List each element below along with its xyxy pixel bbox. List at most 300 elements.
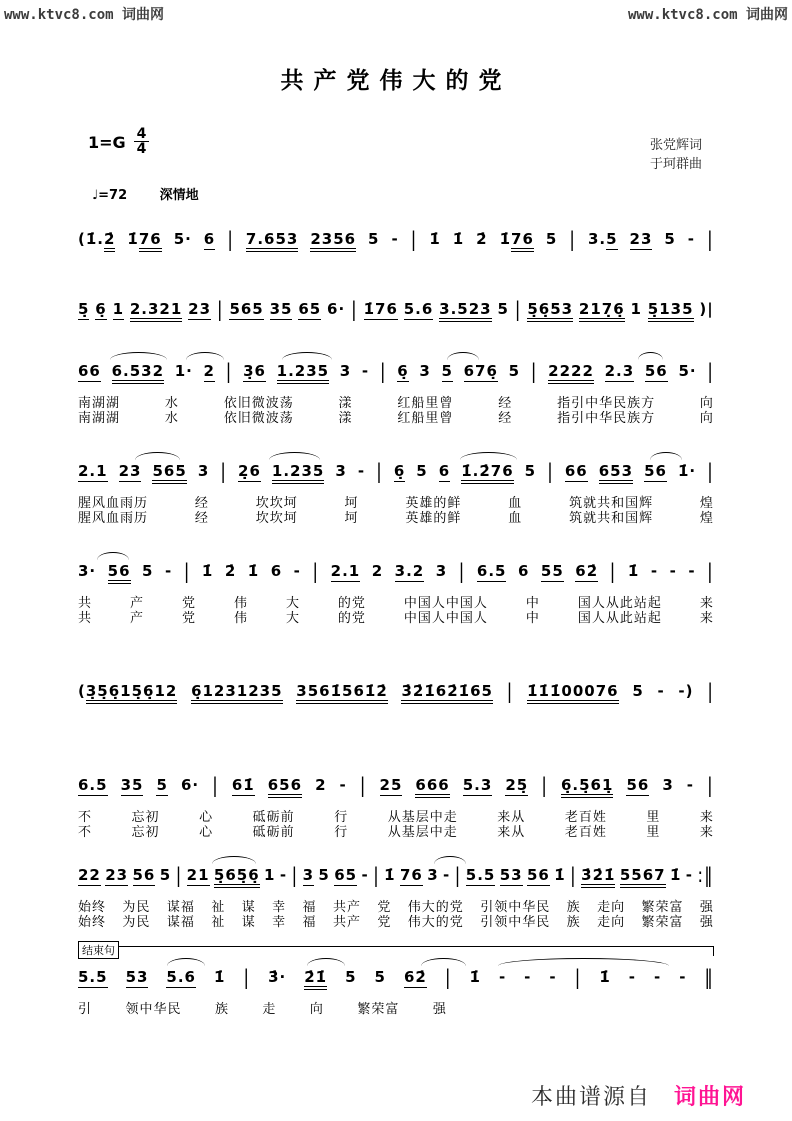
note-token: 3.523 [439, 300, 491, 322]
lyric-word: 引领中华民 [480, 900, 551, 915]
note-token: 6̣.5̣61̣ [561, 776, 613, 798]
note-token: 23 [118, 462, 142, 480]
lyric-word: 为民 [122, 915, 151, 930]
note-token: - [293, 562, 301, 580]
lyric-word: 引领中华民 [480, 915, 551, 930]
notes-row [78, 559, 714, 584]
lyric-word: 里 [646, 825, 661, 840]
note-token: 1 [112, 300, 124, 318]
notes-row [78, 359, 714, 384]
note-token: 6· [180, 776, 200, 794]
key-tonic: 1=G [88, 133, 126, 152]
note-token: 62̇ [403, 968, 427, 986]
lyric-word: 里 [646, 810, 661, 825]
footer-site-link[interactable]: 词曲网 [673, 1085, 746, 1110]
lyric-word: 坷 [344, 496, 359, 511]
barline: | [707, 679, 714, 704]
note-token: 5̣65̣6̣ [214, 866, 260, 888]
barline: | [514, 297, 522, 322]
lyric-word: 忘初 [131, 810, 160, 825]
note-token: - [391, 230, 399, 248]
note-token: 3̇2̇1̇62̇1̇65 [401, 682, 493, 704]
note-token: 1 [264, 866, 276, 884]
notes-row [78, 297, 714, 322]
note-token: 5 [345, 968, 357, 986]
note-token: 6.532 [112, 362, 164, 384]
lyric-word: 砥砺前 [252, 810, 295, 825]
lyric-word: 中 [525, 596, 540, 611]
lyric-word: 繁荣富 [641, 900, 684, 915]
lyric-word: 坎坎坷 [255, 496, 298, 511]
lyric-word: 祉 [211, 900, 226, 915]
note-token: 1̇ [452, 230, 465, 248]
lyric-word: 走向 [597, 915, 626, 930]
lyric-word: 从基层中走 [387, 810, 458, 825]
barline: | [183, 559, 191, 584]
note-token: 1 [630, 300, 642, 318]
lyrics-row-1 [78, 998, 447, 1017]
lyric-word: 走 [262, 1002, 277, 1017]
lyric-word: 引 [78, 1002, 93, 1017]
ending-label: 结束句 [78, 941, 119, 959]
note-token: 6̣ [393, 462, 406, 480]
music-system-5 [78, 559, 714, 626]
lyric-word: 红船里曾 [397, 411, 454, 426]
note-token: 5 [545, 230, 558, 248]
lyric-word: 指引中华民族方 [557, 396, 656, 411]
note-token: 2̇ [224, 562, 237, 580]
note-token: 2.321 [130, 300, 182, 322]
lyric-word: 老百姓 [564, 810, 607, 825]
lyric-word: 幸 [272, 915, 287, 930]
note-token: )| [699, 300, 714, 318]
lyric-word: 中国人中国人 [403, 611, 488, 626]
barline: | [243, 965, 251, 990]
note-token: 5̣135 [648, 300, 694, 322]
note-token: - [361, 866, 369, 884]
barline: | [379, 359, 387, 384]
note-token: 23 [188, 300, 212, 318]
note-token: 5.6 [403, 300, 434, 318]
time-signature [134, 128, 150, 155]
note-token: 1̇1̇1̇00076 [527, 682, 619, 704]
notes-row [78, 944, 714, 990]
note-token: 2356 [310, 230, 356, 252]
note-token: - [688, 562, 696, 580]
note-token: 1̇ [599, 968, 611, 986]
note-token: 5 [416, 462, 428, 480]
barline: | [212, 773, 219, 798]
key-signature [88, 126, 149, 157]
note-token: 5· [173, 230, 192, 248]
lyric-word: 伟大的党 [407, 900, 464, 915]
barline: | [707, 773, 714, 798]
lyric-word: 的党 [337, 596, 366, 611]
lyric-word: 的党 [337, 611, 366, 626]
note-token: 3̇2̇1̇ [581, 866, 615, 888]
barline: | [373, 863, 380, 888]
note-token: 65 [334, 866, 358, 884]
note-token: 1̇ [554, 866, 566, 884]
slur-arc [110, 352, 167, 360]
note-token: 23 [629, 230, 653, 248]
lyrics-row-2 [78, 607, 714, 626]
barline: | [569, 227, 576, 252]
lyric-word: 谋福 [166, 915, 195, 930]
note-token: 5.6 [166, 968, 196, 986]
note-token: 56 [108, 562, 131, 584]
lyric-word: 水 [164, 411, 179, 426]
slur-arc [282, 352, 333, 360]
note-token: - [357, 462, 366, 480]
note-token: - [687, 230, 695, 248]
slur-arc [307, 958, 345, 966]
barline: | [541, 773, 548, 798]
lyric-word: 指引中华民族方 [557, 411, 656, 426]
lyric-word: 红船里曾 [397, 396, 454, 411]
site-url-left[interactable]: www.ktvc8.com 词曲网 [4, 7, 165, 23]
note-token: 2 [315, 776, 327, 794]
slur-arc [460, 452, 517, 460]
lyric-word: 来 [699, 611, 714, 626]
note-token: 56 [644, 362, 668, 380]
barline: | [220, 459, 227, 484]
site-url-right[interactable]: www.ktvc8.com 词曲网 [627, 7, 788, 23]
note-token: 65 [298, 300, 322, 318]
note-token: - [498, 968, 507, 986]
note-token: 5 [142, 562, 154, 580]
music-system-1 [78, 227, 714, 252]
note-token: 3 [335, 462, 347, 480]
note-token: 66 [78, 362, 101, 380]
lyric-word: 血 [508, 496, 523, 511]
barline: | [574, 965, 582, 990]
note-token: 1̇ [247, 562, 260, 580]
lyric-word: 中国人中国人 [403, 596, 488, 611]
barline: | [706, 227, 714, 252]
barline: | [444, 965, 452, 990]
lyric-word: 不 [78, 810, 93, 825]
slur-arc [269, 452, 320, 460]
note-token: 56 [132, 866, 156, 884]
note-token: 217̣6̣ [579, 300, 625, 322]
lyrics-row-2 [78, 407, 714, 426]
note-token: 5.5 [78, 968, 108, 986]
lyric-word: 党 [181, 611, 196, 626]
lyric-word: 漾 [338, 411, 353, 426]
lyric-word: 南湖湖 [78, 396, 121, 411]
note-token: - [279, 866, 288, 884]
credits [650, 136, 702, 174]
slur-arc [212, 856, 257, 864]
music-system-6 [78, 679, 714, 704]
note-token: - [686, 776, 695, 794]
note-token: 565 [152, 462, 186, 484]
lyric-word: 强 [432, 1002, 447, 1017]
note-token: 53 [499, 866, 523, 884]
note-token: 61̇ [231, 776, 255, 794]
lyric-word: 福 [302, 915, 317, 930]
lyric-word: 筑就共和国辉 [569, 496, 654, 511]
barline: | [547, 459, 554, 484]
slur-arc [650, 452, 682, 460]
note-token: - [657, 682, 665, 700]
lyric-word: 经 [498, 396, 513, 411]
barline: | [376, 459, 383, 484]
note-token: 1̇.2̇76 [461, 462, 513, 484]
lyric-word: 谋 [241, 915, 256, 930]
lyric-word: 依旧微波荡 [223, 411, 294, 426]
music-system-4 [78, 459, 714, 526]
lyric-word: 筑就共和国辉 [569, 511, 654, 526]
note-token: 2.1 [78, 462, 108, 480]
note-token: 2̣6 [238, 462, 261, 480]
lyric-word: 幸 [272, 900, 287, 915]
note-token: (3̣5̣6̣15̣6̣12 [78, 682, 177, 704]
lyric-word: 腥风血雨历 [78, 496, 149, 511]
lyrics-row-2 [78, 507, 714, 526]
lyric-word: 砥砺前 [252, 825, 295, 840]
note-token: 5 [441, 362, 453, 380]
lyric-word: 行 [334, 825, 349, 840]
note-token: - [443, 866, 451, 884]
note-token: 6 [438, 462, 451, 480]
lyrics-row-2 [78, 821, 714, 840]
barline: | [707, 559, 714, 584]
note-token: 5 [632, 682, 644, 700]
note-token: 1̇76 [500, 230, 534, 252]
note-token: - [628, 968, 636, 986]
lyric-word: 国人从此站起 [577, 611, 662, 626]
lyric-word: 水 [164, 396, 179, 411]
lyric-word: 来从 [497, 825, 526, 840]
barline: | [216, 297, 224, 322]
song-title: 共产党伟大的党 [280, 68, 512, 94]
note-token: 6̣ [95, 300, 107, 318]
lyric-word: 英雄的鲜 [405, 496, 462, 511]
slur-arc [421, 958, 466, 966]
lyric-word: 腥风血雨历 [78, 511, 149, 526]
note-token: 23 [105, 866, 129, 884]
lyric-word: 族 [566, 915, 581, 930]
lyricist-credit: 张党辉词 [649, 138, 702, 153]
lyric-word: 煌 [699, 496, 714, 511]
note-token: 1̇ [627, 562, 640, 580]
note-token: 1̇ [469, 968, 481, 986]
tempo-marking [92, 184, 199, 203]
lyric-word: 领中华民 [125, 1002, 182, 1017]
lyric-word: 行 [334, 810, 349, 825]
slur-arc [186, 352, 224, 360]
lyric-word: 谋 [241, 900, 256, 915]
note-token: 6· [327, 300, 346, 318]
note-token: 62̇ [575, 562, 599, 580]
note-token: - [524, 968, 532, 986]
lyric-word: 忘初 [131, 825, 160, 840]
note-token: 6 [203, 230, 216, 248]
slur-arc [167, 958, 205, 966]
note-token: 3561̇561̇2̇ [296, 682, 388, 704]
note-token: 5 [368, 230, 380, 248]
note-token: 6 [270, 562, 283, 580]
barline: | [458, 559, 466, 584]
note-token: 2̇ [476, 230, 488, 248]
note-token: 56 [626, 776, 650, 794]
note-token: - [549, 968, 557, 986]
note-token: 5 [156, 776, 168, 794]
note-token: 56 [526, 866, 550, 884]
barline: | [454, 863, 462, 888]
note-token: 3 [339, 362, 352, 380]
lyric-word: 依旧微波荡 [223, 396, 294, 411]
note-token: 3.5 [587, 230, 618, 248]
note-token: 2 [371, 562, 384, 580]
lyric-word: 共 [78, 611, 93, 626]
lyric-word: 经 [498, 411, 513, 426]
lyric-word: 产 [129, 611, 144, 626]
lyric-word: 国人从此站起 [577, 596, 662, 611]
lyric-word: 向 [699, 411, 714, 426]
note-token: 1̇ [213, 968, 226, 986]
note-token: 1· [174, 362, 193, 380]
lyric-word: 漾 [338, 396, 353, 411]
tempo-beat: ♩=72 [92, 188, 128, 203]
note-token: 25 [379, 776, 403, 794]
note-token: - [164, 562, 173, 580]
lyric-word: 坷 [344, 511, 359, 526]
note-token: 5 [318, 866, 330, 884]
note-token: 1̇ [384, 866, 396, 884]
lyric-word: 族 [214, 1002, 229, 1017]
note-token: 3 [197, 462, 210, 480]
note-token: -) [678, 682, 694, 700]
lyric-word: 祉 [211, 915, 226, 930]
lyric-word: 共 [78, 596, 93, 611]
lyric-word: 来 [699, 810, 714, 825]
lyric-word: 繁荣富 [357, 1002, 400, 1017]
lyric-word: 心 [199, 825, 214, 840]
barline: | [530, 359, 538, 384]
site-header [0, 4, 792, 26]
note-token: 6̣ [397, 362, 409, 380]
barline: | [227, 227, 234, 252]
note-token: 5̣ [78, 300, 90, 318]
note-token: - [653, 968, 662, 986]
note-token: 3 [435, 562, 448, 580]
lyric-word: 共产 [332, 915, 361, 930]
note-token: 25̣ [505, 776, 529, 794]
lyric-word: 来 [699, 596, 714, 611]
slur-arc [434, 856, 466, 864]
note-token: 5̣6̣53 [527, 300, 573, 322]
footer-source-text: 本曲谱源自 [530, 1085, 651, 1110]
note-token: 3· [78, 562, 97, 580]
note-token: 3 [302, 866, 315, 884]
lyric-word: 共产 [332, 900, 361, 915]
note-token: 5567 [620, 866, 666, 888]
note-token: - [669, 562, 677, 580]
note-token: 2222 [548, 362, 594, 384]
note-token: 565 [229, 300, 264, 318]
notes-row [78, 679, 714, 704]
note-token: 35 [269, 300, 293, 318]
note-token: 22 [78, 866, 101, 884]
note-token: 56 [644, 462, 667, 480]
note-token: 653 [599, 462, 633, 484]
lyric-word: 向 [699, 396, 714, 411]
note-token: 3̇· [268, 968, 287, 986]
barline: | [707, 459, 714, 484]
note-token: 35 [120, 776, 144, 794]
barline: ‖ [704, 965, 714, 990]
lyric-word: 大 [285, 596, 300, 611]
lyric-word: 始终 [78, 900, 107, 915]
barline: :‖ [697, 863, 714, 888]
lyric-word: 始终 [78, 915, 107, 930]
slur-arc [498, 958, 670, 966]
lyric-word: 繁荣富 [641, 915, 684, 930]
time-signature-denominator: 4 [136, 141, 147, 157]
note-token: 3̣6 [243, 362, 266, 380]
music-system-2 [78, 297, 714, 322]
lyric-word: 从基层中走 [387, 825, 458, 840]
lyric-word: 为民 [122, 900, 151, 915]
note-token: 1.235 [272, 462, 324, 484]
music-system-9 [78, 944, 714, 1017]
barline: | [609, 559, 617, 584]
note-token: 21 [186, 866, 210, 884]
lyric-word: 大 [285, 611, 300, 626]
lyric-word: 坎坎坷 [255, 511, 298, 526]
note-token: 1̇76 [127, 230, 161, 252]
note-token: - [679, 968, 687, 986]
slur-arc [447, 352, 479, 360]
lyric-word: 经 [194, 496, 209, 511]
lyric-word: 血 [508, 511, 523, 526]
note-token: 5 [159, 866, 172, 884]
note-token: 76 [399, 866, 423, 884]
lyric-word: 不 [78, 825, 93, 840]
note-token: 1̇ [201, 562, 214, 580]
note-token: 6 [517, 562, 530, 580]
lyric-word: 向 [309, 1002, 324, 1017]
composer-credit: 于珂群曲 [649, 157, 702, 172]
time-signature-numerator: 4 [134, 128, 150, 142]
lyric-word: 走向 [597, 900, 626, 915]
lyric-word: 福 [302, 900, 317, 915]
note-token: 1̇76 [363, 300, 398, 318]
note-token: 5.3 [462, 776, 493, 794]
barline: | [707, 359, 714, 384]
lyric-word: 党 [181, 596, 196, 611]
lyric-word: 南湖湖 [78, 411, 121, 426]
note-token: 6.5 [78, 776, 108, 794]
note-token: 5 [508, 362, 521, 380]
note-token: - [650, 562, 659, 580]
music-system-8 [78, 863, 714, 930]
lyric-word: 强 [699, 915, 714, 930]
lyric-word: 谋福 [166, 900, 195, 915]
note-token: 53 [125, 968, 149, 986]
notes-row [78, 863, 714, 888]
note-token: 1.235 [277, 362, 329, 384]
lyric-word: 伟大的党 [407, 915, 464, 930]
note-token: 1̇ [429, 230, 441, 248]
footer [531, 1080, 746, 1111]
note-token: 7.653 [246, 230, 298, 252]
note-token: 6.5 [476, 562, 507, 580]
note-token: 3 [427, 866, 439, 884]
